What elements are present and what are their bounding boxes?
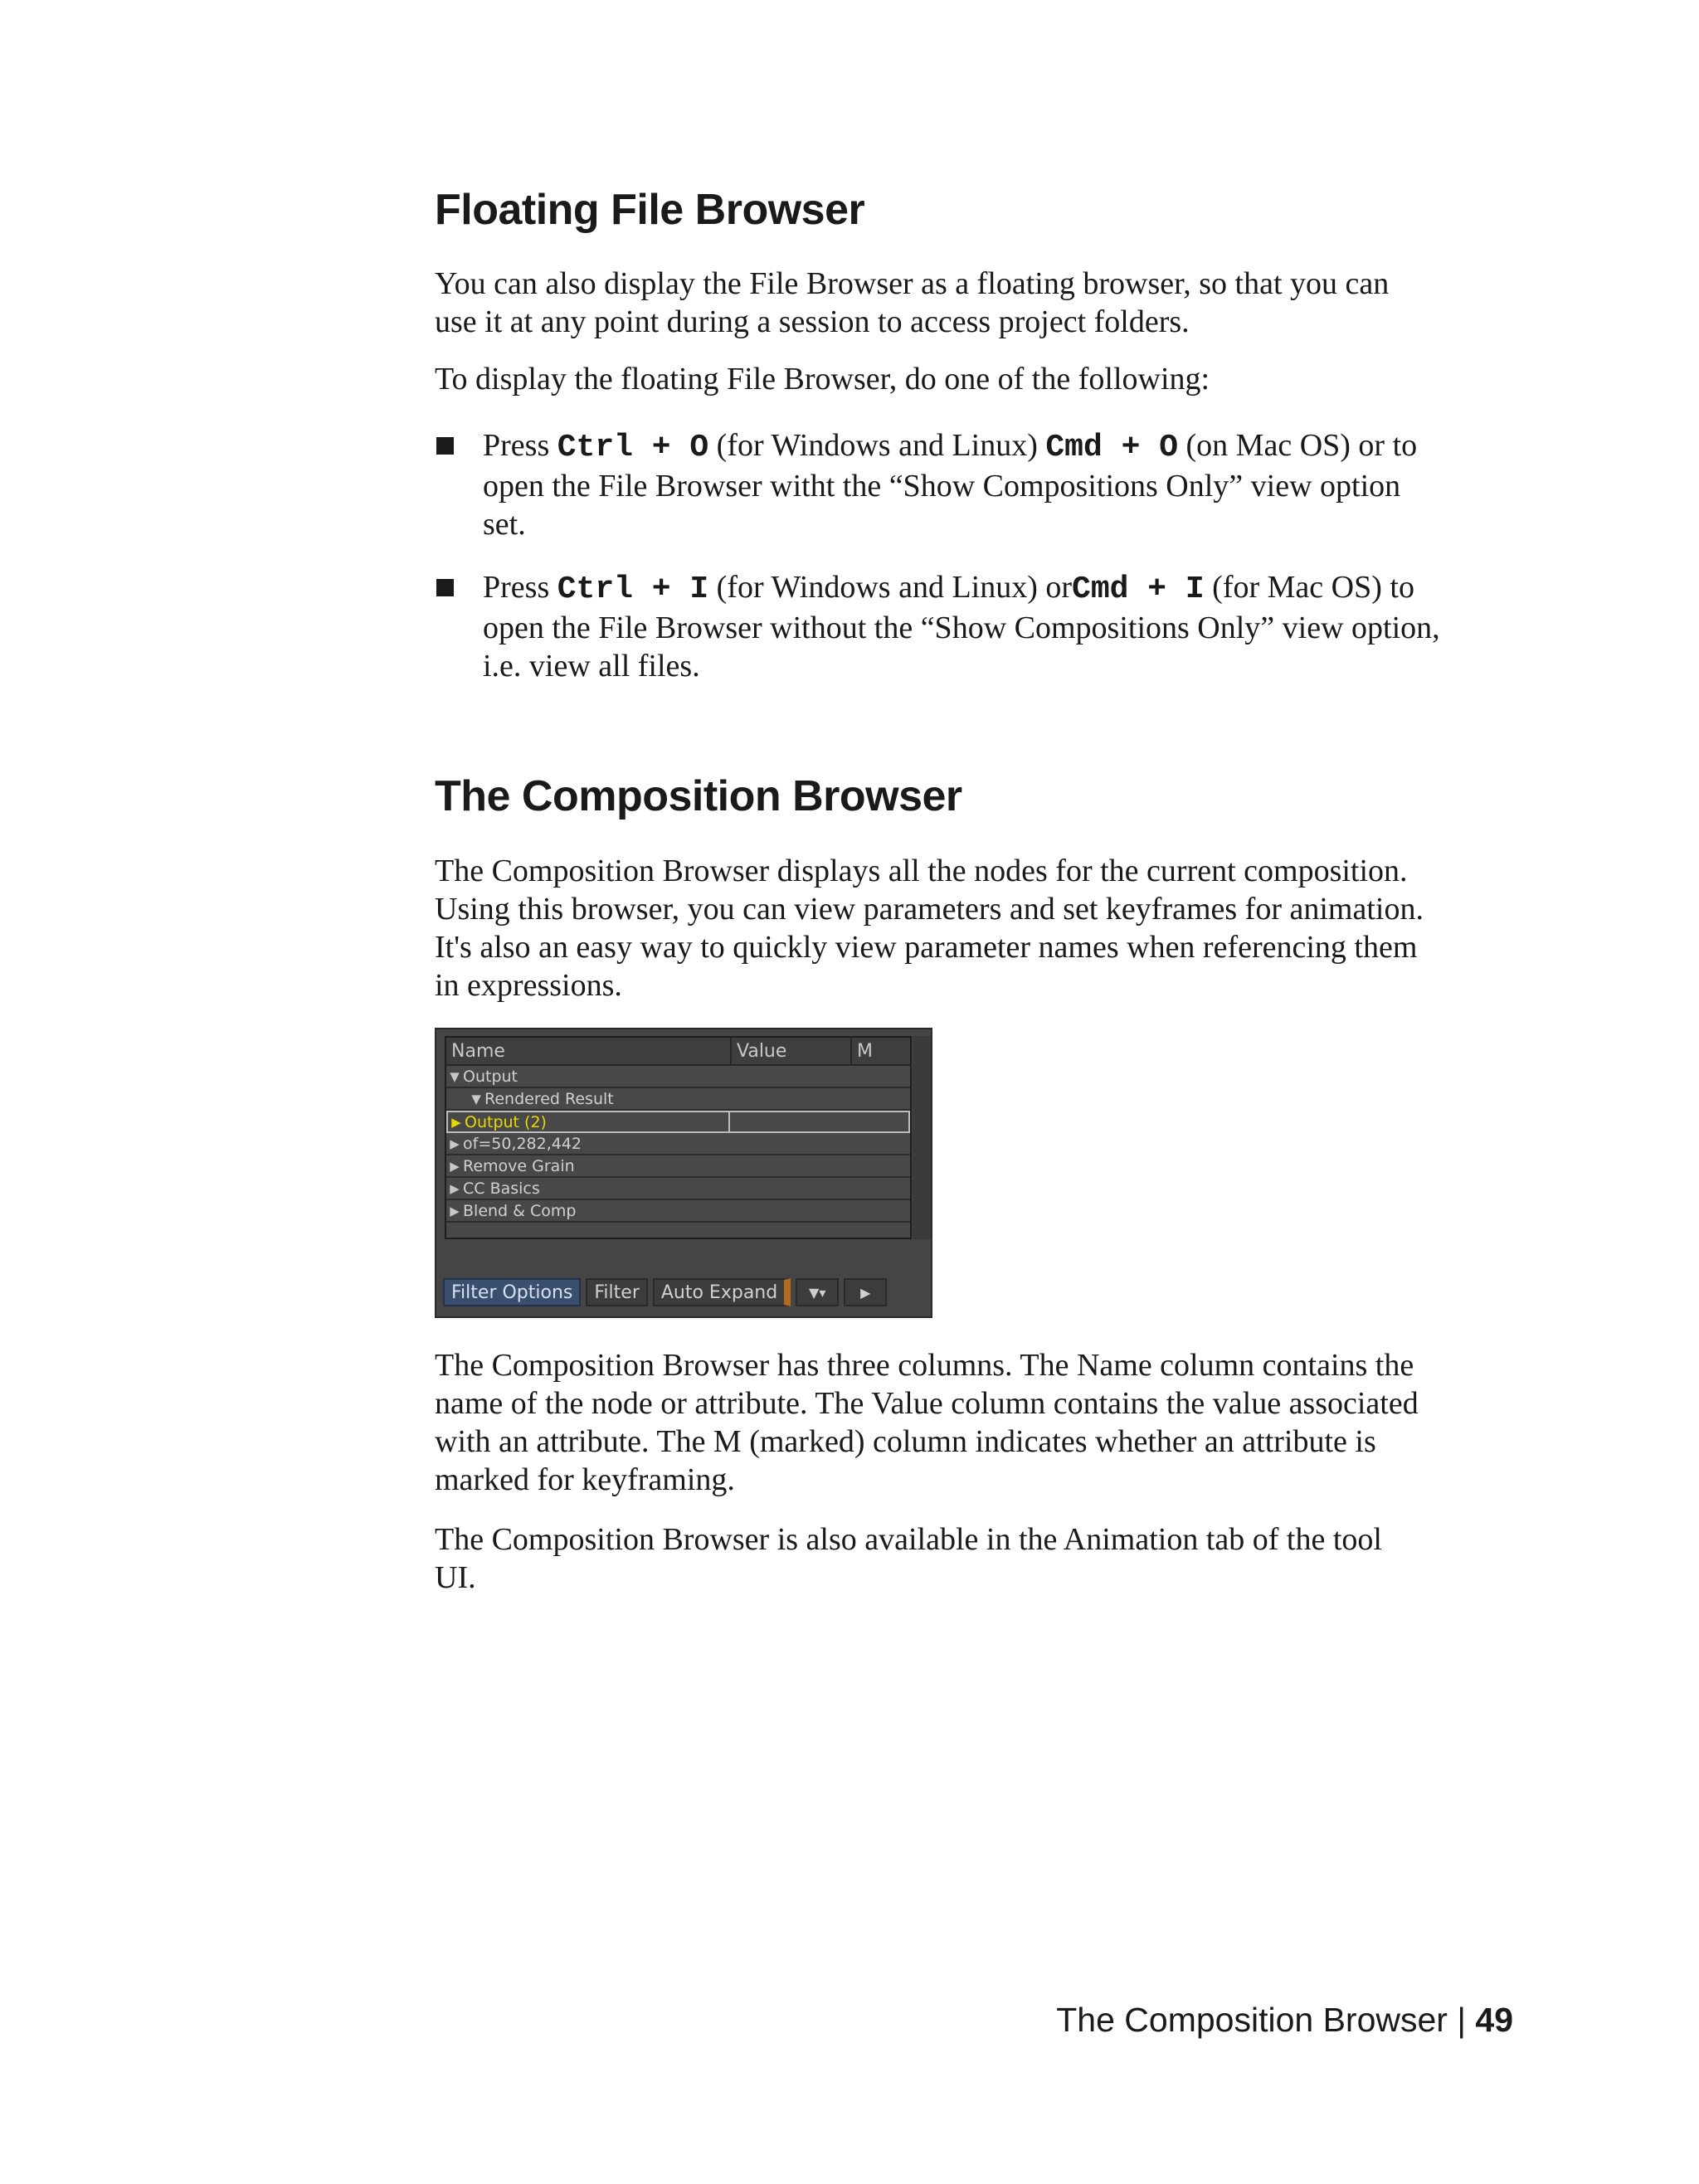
text: (for Windows and Linux)	[708, 428, 1046, 463]
selected-name-cell	[448, 1112, 730, 1131]
text-line: with an attribute. The M (marked) column indicates whether an attribute is	[435, 1424, 1376, 1459]
heading-composition-browser: The Composition Browser	[435, 772, 962, 820]
collapsed-triangle-icon[interactable]: ▶	[450, 1158, 460, 1174]
text: (on Mac OS) or to	[1178, 428, 1418, 463]
tree-row-remove-grain[interactable]	[446, 1155, 910, 1178]
browser-toolbar	[443, 1278, 887, 1310]
dropdown-arrows-icon[interactable]: ▼▾	[796, 1278, 839, 1306]
tree-row-blend-comp[interactable]	[446, 1200, 910, 1223]
paragraph-display-instructions: To display the floating File Browser, do one of the following:	[435, 362, 1210, 396]
tree-row-output[interactable]	[446, 1066, 910, 1088]
bullet-square-icon	[436, 437, 454, 455]
paragraph-floating-intro	[435, 265, 1513, 341]
text: (for Windows and Linux) or	[708, 570, 1073, 605]
text-line: marked for keyframing.	[435, 1462, 735, 1497]
list-item	[435, 426, 1513, 543]
paragraph-availability	[435, 1520, 1513, 1597]
shortcut-key: Cmd + O	[1045, 430, 1179, 465]
paragraph-columns-description	[435, 1346, 1513, 1499]
text-line: Using this browser, you can view parameters and set keyframes for animation.	[435, 892, 1424, 927]
expanded-triangle-icon[interactable]: ▼	[450, 1068, 460, 1084]
composition-tree	[445, 1036, 912, 1239]
text-line: The Composition Browser has three columns. The Name column contains the	[435, 1348, 1414, 1383]
tree-row-label: Blend & Comp	[463, 1201, 577, 1220]
shortcut-key: Ctrl + O	[557, 430, 709, 465]
tree-row-rendered-result[interactable]	[446, 1088, 910, 1111]
paragraph-composition-intro	[435, 852, 1513, 1004]
collapsed-triangle-icon[interactable]: ▶	[451, 1114, 461, 1130]
text: (for Mac OS) to	[1204, 570, 1414, 605]
vertical-scrollbar[interactable]	[913, 1036, 931, 1239]
collapsed-triangle-icon[interactable]: ▶	[450, 1136, 460, 1151]
text-line: The Composition Browser is also available in the Animation tab of the tool	[435, 1522, 1382, 1557]
text: Press	[483, 428, 557, 463]
shortcut-key: Cmd + I	[1072, 572, 1205, 607]
text-line: name of the node or attribute. The Value column contains the value associated	[435, 1386, 1419, 1421]
tree-row-cc-basics[interactable]	[446, 1178, 910, 1200]
text-line: open the File Browser witht the “Show Compositions Only” view option	[483, 469, 1401, 503]
collapsed-triangle-icon[interactable]: ▶	[450, 1180, 460, 1196]
text-line: set.	[483, 507, 526, 542]
text: Press	[483, 570, 557, 605]
text-line: use it at any point during a session to access project folders.	[435, 304, 1190, 339]
column-header-marked[interactable]: M	[857, 1041, 873, 1062]
text-line: You can also display the File Browser as a floating browser, so that you can	[435, 266, 1390, 301]
tree-row-of[interactable]	[446, 1133, 910, 1155]
heading-floating-file-browser: Floating File Browser	[435, 186, 865, 234]
column-header-name[interactable]: Name	[446, 1038, 732, 1064]
bullet-square-icon	[436, 579, 454, 596]
composition-browser-panel	[435, 1028, 932, 1318]
tree-row-label: of=50,282,442	[463, 1134, 582, 1153]
expanded-triangle-icon[interactable]: ▼	[471, 1091, 481, 1107]
list-item	[435, 568, 1513, 685]
shortcut-key: Ctrl + I	[557, 572, 709, 607]
tree-row-label: Rendered Result	[484, 1089, 614, 1108]
text-line: It's also an easy way to quickly view parameter names when referencing them	[435, 930, 1418, 965]
column-header-value[interactable]: Value	[732, 1038, 852, 1064]
text-line: in expressions.	[435, 968, 622, 1003]
filter-button[interactable]: Filter	[586, 1278, 647, 1306]
auto-expand-button[interactable]: Auto Expand	[653, 1278, 791, 1306]
page-number: 49	[1475, 2001, 1513, 2039]
tree-row-label: Remove Grain	[463, 1156, 575, 1175]
text-line: i.e. view all files.	[483, 649, 700, 683]
text-line: UI.	[435, 1560, 476, 1595]
footer-separator: |	[1447, 2001, 1476, 2039]
tree-row-label: Output	[463, 1067, 518, 1086]
collapsed-triangle-icon[interactable]: ▶	[450, 1203, 460, 1218]
filter-options-button[interactable]: Filter Options	[443, 1278, 581, 1306]
play-arrows-icon[interactable]: ▶	[844, 1278, 887, 1306]
page-footer	[1056, 2001, 1513, 2040]
tree-row-label: CC Basics	[463, 1179, 540, 1198]
column-header-row	[446, 1038, 910, 1066]
text-line: The Composition Browser displays all the nodes for the current composition.	[435, 854, 1408, 888]
footer-title: The Composition Browser	[1056, 2001, 1448, 2039]
text-line: open the File Browser without the “Show Compositions Only” view option,	[483, 610, 1440, 645]
tree-row-output-2-selected[interactable]	[446, 1111, 910, 1133]
bullet-list	[435, 426, 1513, 685]
tree-row-label: Output (2)	[465, 1112, 547, 1131]
